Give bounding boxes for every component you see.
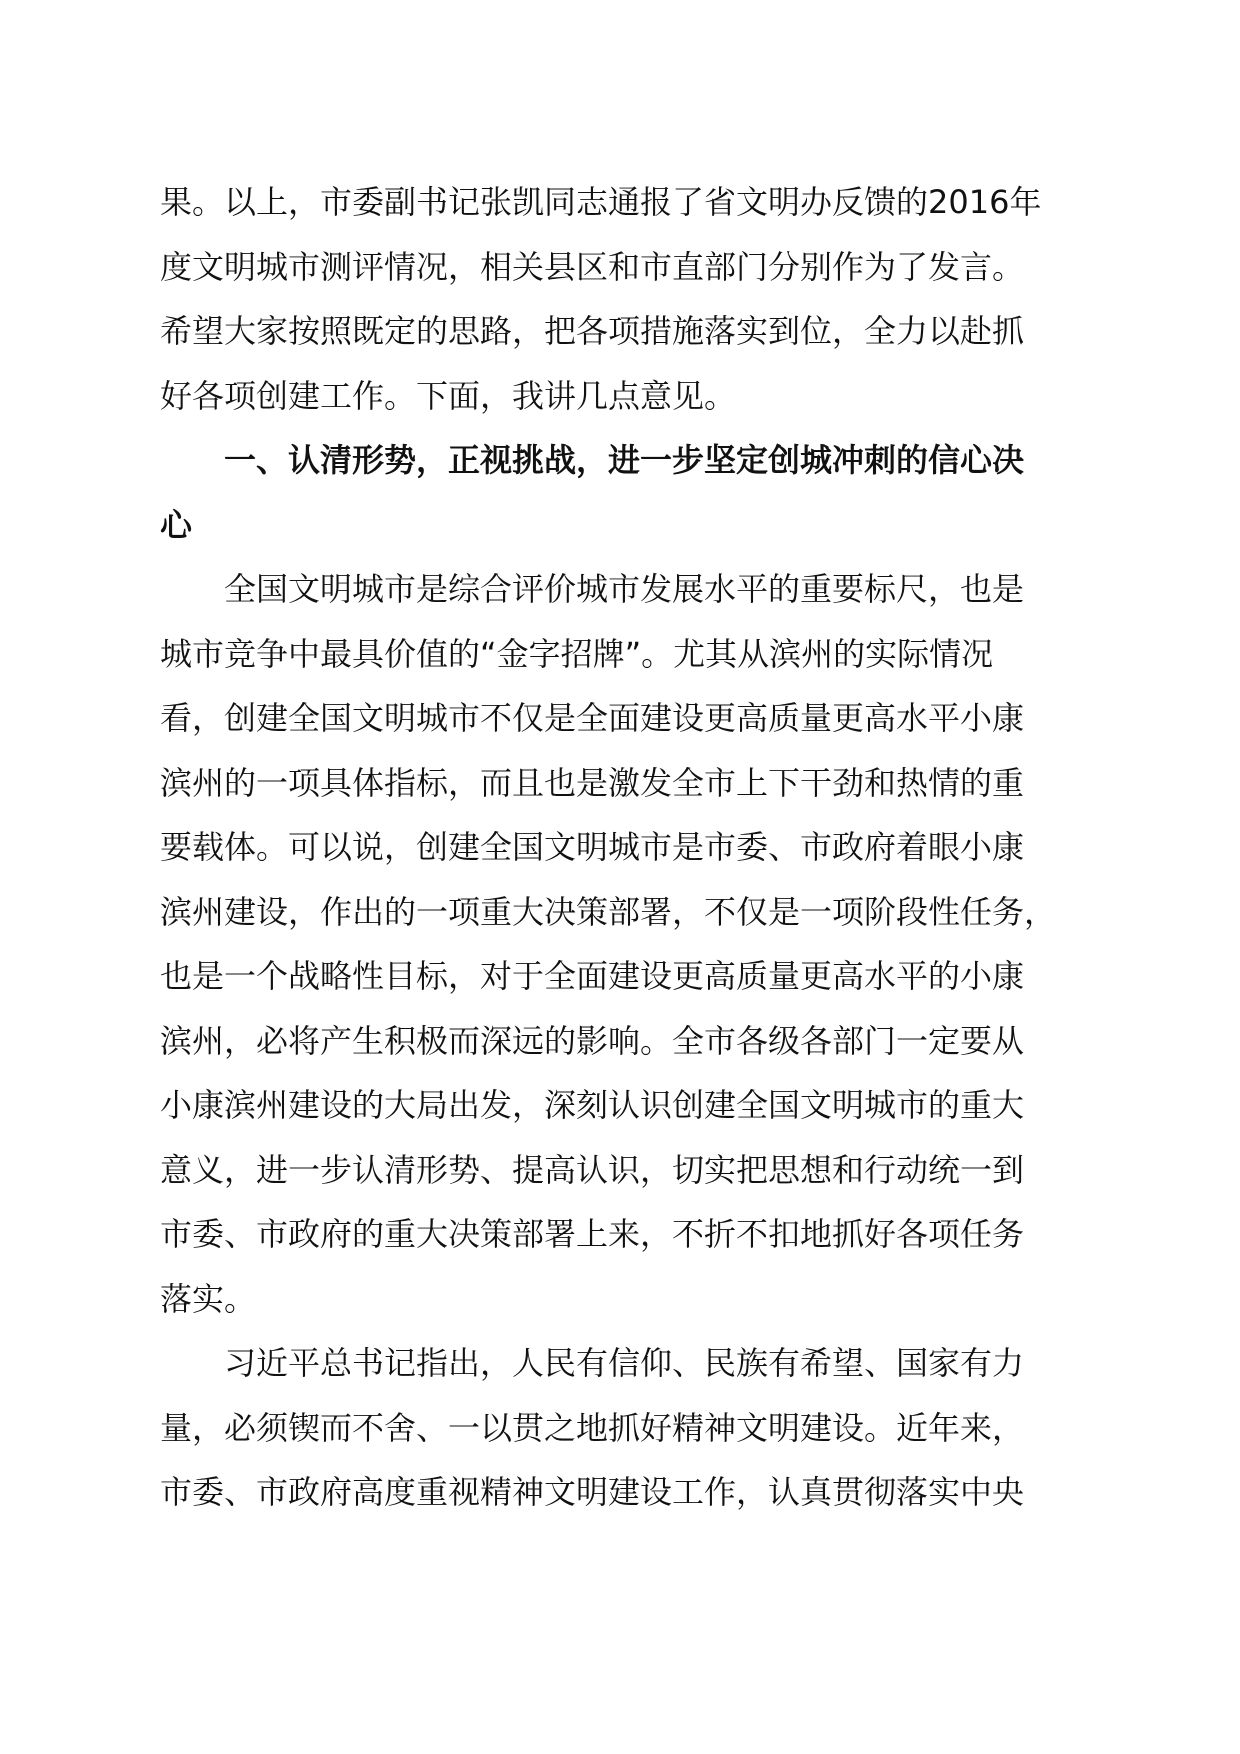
text-line: 小康滨州建设的大局出发，深刻认识创建全国文明城市的重大	[160, 1086, 1025, 1124]
text-line: 落实。	[160, 1279, 257, 1318]
text-line: 度文明城市测评情况，相关县区和市直部门分别作为了发言。	[160, 247, 1025, 286]
text-line: 滨州的一项具体指标，而且也是激发全市上下干劲和热情的重	[160, 763, 1025, 802]
text-line: 要载体。可以说，创建全国文明城市是市委、市政府着眼小康	[160, 828, 1025, 866]
heading-line: 心	[160, 505, 193, 544]
text-line: 好各项创建工作。下面，我讲几点意见。	[160, 376, 737, 415]
text-line: 看，创建全国文明城市不仅是全面建设更高质量更高水平小康	[160, 699, 1025, 737]
text-line: 也是一个战略性目标，对于全面建设更高质量更高水平的小康	[160, 957, 1025, 995]
paragraph-2	[160, 557, 1080, 1331]
document-page	[160, 170, 1080, 1525]
heading-line: 一、认清形势，正视挑战，进一步坚定创城冲刺的信心决	[160, 441, 1025, 479]
text-line: 希望大家按照既定的思路，把各项措施落实到位，全力以赴抓	[160, 312, 1025, 350]
text-line: 习近平总书记指出，人民有信仰、民族有希望、国家有力	[160, 1344, 1025, 1382]
paragraph-3	[160, 1331, 1080, 1525]
paragraph-intro	[160, 170, 1080, 428]
text-line: 市委、市政府高度重视精神文明建设工作，认真贯彻落实中央	[160, 1473, 1025, 1511]
text-line: 意义，进一步认清形势、提高认识，切实把思想和行动统一到	[160, 1150, 1025, 1189]
text-line: 果。以上，市委副书记张凯同志通报了省文明办反馈的2016年	[160, 183, 1042, 221]
text-line: 全国文明城市是综合评价城市发展水平的重要标尺，也是	[160, 570, 1025, 608]
text-line: 量，必须锲而不舍、一以贯之地抓好精神文明建设。近年来，	[160, 1408, 1025, 1447]
text-line: 滨州，必将产生积极而深远的影响。全市各级各部门一定要从	[160, 1021, 1025, 1060]
text-line: 城市竞争中最具价值的“金字招牌”。尤其从滨州的实际情况	[160, 634, 994, 673]
section-heading-1	[160, 428, 1080, 557]
text-line: 市委、市政府的重大决策部署上来，不折不扣地抓好各项任务	[160, 1215, 1025, 1253]
text-line: 滨州建设，作出的一项重大决策部署，不仅是一项阶段性任务，	[160, 892, 1057, 931]
